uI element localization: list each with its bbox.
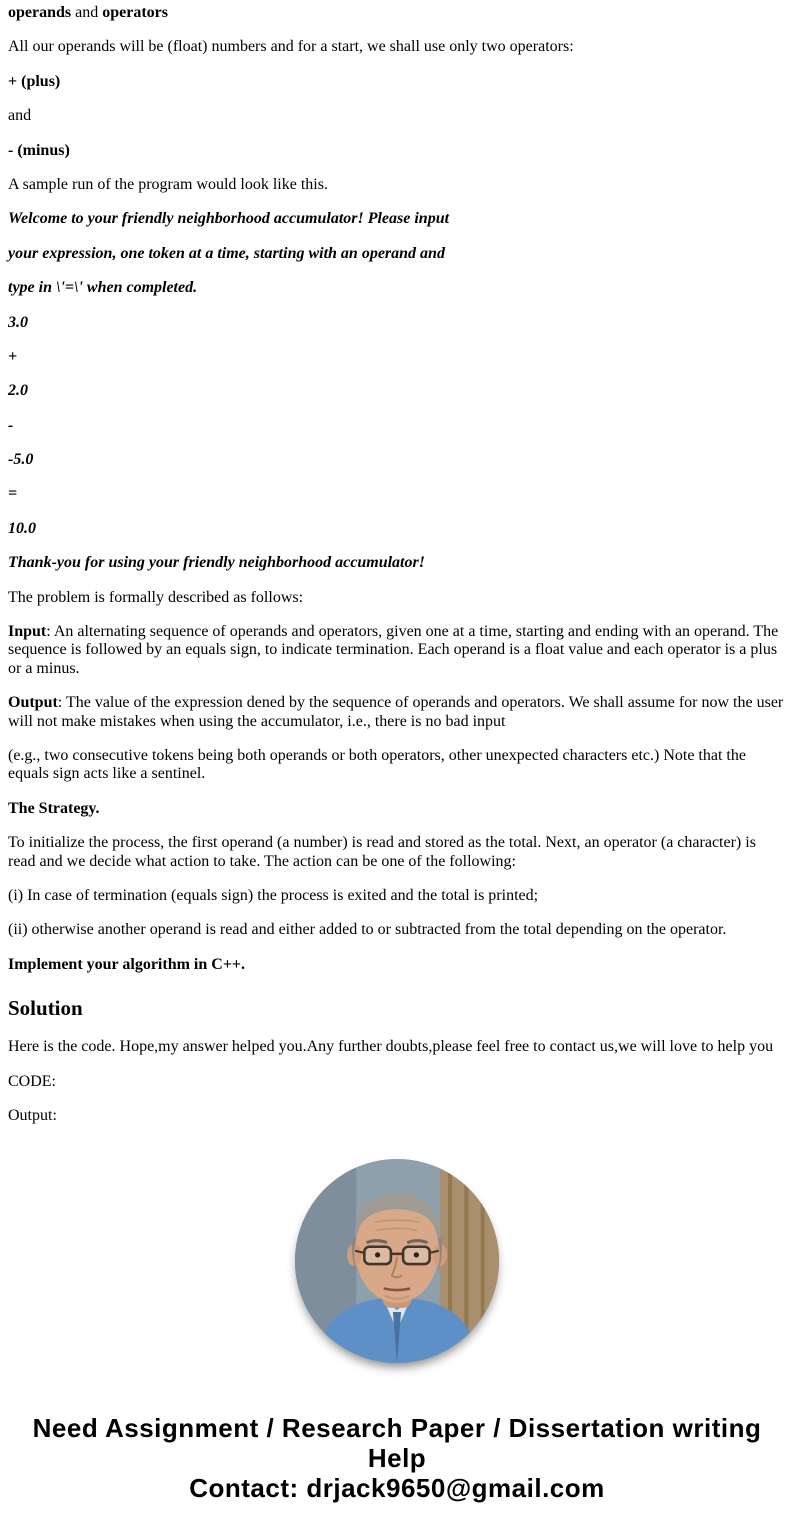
footer xyxy=(17,1413,777,1503)
sample-run-line: - xyxy=(8,416,14,434)
input-text: : An alternating sequence of operands and operators, given one at a time, starting and ending with an operand. The sequence is followed by an equals sign, to indicate termination. Each operand is a float value and each operator is a plus or a minus. xyxy=(8,623,779,677)
input-label: Input xyxy=(8,623,47,641)
avatar xyxy=(295,1159,499,1363)
solution-heading: Solution xyxy=(8,996,83,1021)
p-output xyxy=(8,694,786,731)
person-photo-icon xyxy=(295,1159,499,1363)
output-text: : The value of the expression dened by the sequence of operands and operators. We shall assume for now the user will not make mistakes when using the accumulator, i.e., there is no bad input xyxy=(8,694,784,730)
p-code-label: CODE: xyxy=(8,1072,56,1090)
p-implement: Implement your algorithm in C++. xyxy=(8,955,246,973)
document-body xyxy=(8,4,786,1503)
p-output-label: Output: xyxy=(8,1107,57,1125)
operators-bold: operators xyxy=(102,4,168,21)
sample-run-line: Thank-you for using your friendly neighborhood accumulator! xyxy=(8,554,425,572)
p-plus-operator: + (plus) xyxy=(8,72,61,90)
p-note-sentinel: (e.g., two consecutive tokens being both operands or both operators, other unexpected characters etc.) Note that the equals sign acts like a sentinel. xyxy=(8,746,746,783)
sample-run-line: -5.0 xyxy=(8,451,34,469)
sample-run-line: type in \'=\' when completed. xyxy=(8,279,198,297)
p-strategy: To initialize the process, the first operand (a number) is read and stored as the total. Next, an operator (a character) is read and we decide what action to take. The action can be one of the following: xyxy=(8,834,756,870)
sample-run-line: 10.0 xyxy=(8,519,36,537)
avatar-container xyxy=(8,1159,786,1363)
strategy-heading: The Strategy. xyxy=(8,799,100,817)
p-case-i: (i) In case of termination (equals sign) the process is exited and the total is printed; xyxy=(8,886,539,904)
p-here-is-code: Here is the code. Hope,my answer helped you.Any further doubts,please feel free to contact us,we will love to help you xyxy=(8,1038,774,1056)
p-minus-operator: - (minus) xyxy=(8,141,70,159)
p-problem-formal: The problem is formally described as follows: xyxy=(8,588,304,606)
intro-line xyxy=(8,4,786,22)
p-case-ii: (ii) otherwise another operand is read and either added to or subtracted from the total depending on the operator. xyxy=(8,921,727,939)
p-input xyxy=(8,623,786,678)
output-label: Output xyxy=(8,694,58,712)
sample-run-line: 2.0 xyxy=(8,382,28,400)
sample-run-line: Welcome to your friendly neighborhood accumulator! Please input xyxy=(8,210,450,228)
footer-line-1: Need Assignment / Research Paper / Dissertation writing Help xyxy=(32,1413,762,1474)
sample-run-line: = xyxy=(8,485,18,503)
operands-bold: operands xyxy=(8,4,72,21)
sample-run-line: your expression, one token at a time, starting with an operand and xyxy=(8,244,445,262)
footer-line-2: Contact: drjack9650@gmail.com xyxy=(189,1473,605,1504)
p-operand-types: All our operands will be (float) numbers and for a start, we shall use only two operators: xyxy=(8,38,574,56)
sample-run-line: + xyxy=(8,347,18,365)
p-and: and xyxy=(8,107,32,125)
sample-run-line: 3.0 xyxy=(8,313,28,331)
intro-mid: and xyxy=(71,4,103,21)
p-sample-intro: A sample run of the program would look like this. xyxy=(8,175,328,193)
